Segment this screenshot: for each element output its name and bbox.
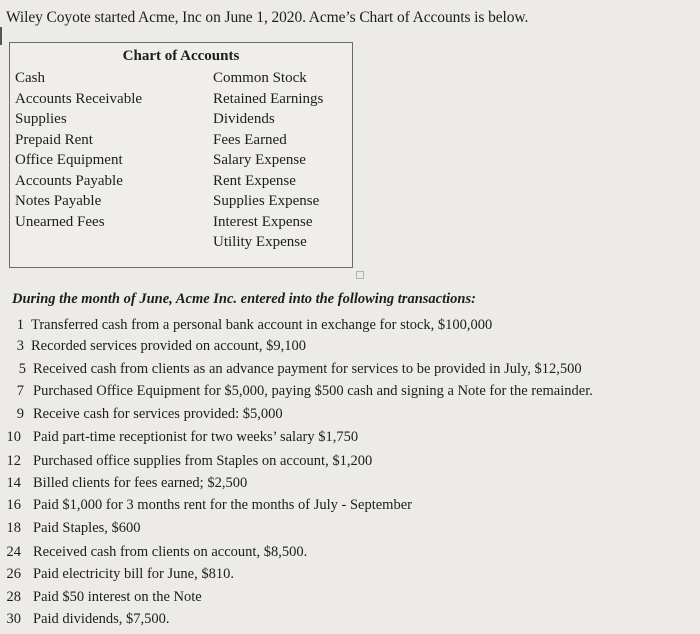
transaction-day: 16 [6, 497, 21, 513]
small-square-icon [356, 271, 364, 279]
transaction-text: Billed clients for fees earned; $2,500 [33, 475, 248, 491]
account-item: Office Equipment [15, 152, 123, 168]
transaction-text: Paid electricity bill for June, $810. [33, 566, 234, 582]
transaction-day: 26 [6, 566, 21, 582]
account-item: Rent Expense [213, 172, 296, 189]
transaction-text: Received cash from clients as an advance payment for services to be provided in July, $12,500 [33, 361, 582, 377]
transaction-day: 7 [16, 383, 24, 399]
transaction-day: 1 [16, 317, 24, 333]
transaction-text: Paid part-time receptionist for two weeks’ salary $1,750 [33, 429, 359, 445]
transaction-text: Paid dividends, $7,500. [33, 611, 170, 627]
account-item: Salary Expense [213, 152, 306, 168]
transaction-day: 14 [6, 475, 21, 491]
account-item: Fees Earned [213, 131, 287, 148]
transaction-day: 28 [6, 589, 21, 605]
chart-of-accounts-title: Chart of Accounts [122, 48, 240, 64]
account-item: Notes Payable [15, 193, 102, 209]
account-item: Utility Expense [213, 234, 307, 250]
transaction-text: Transferred cash from a personal bank account in exchange for stock, $100,000 [31, 317, 493, 333]
account-item: Retained Earnings [213, 90, 324, 107]
account-item: Accounts Payable [15, 172, 123, 189]
chart-of-accounts-box [9, 42, 353, 268]
transaction-day: 10 [6, 429, 21, 445]
accounts-right-column [213, 68, 323, 253]
transaction-text: Purchased Office Equipment for $5,000, paying $500 cash and signing a Note for the remainder. [33, 383, 593, 399]
transaction-text: Receive cash for services provided: $5,000 [33, 406, 283, 422]
transaction-day: 9 [16, 406, 24, 422]
account-item: Supplies Expense [213, 193, 320, 209]
accounts-left-column [15, 68, 142, 232]
transaction-day: 30 [6, 611, 21, 627]
account-item: Cash [15, 70, 45, 86]
transaction-text: Received cash from clients on account, $8,500. [33, 544, 308, 560]
page-edge-marker [0, 27, 2, 45]
account-item: Interest Expense [213, 213, 313, 230]
transaction-text: Paid Staples, $600 [33, 520, 141, 536]
account-item: Accounts Receivable [15, 90, 143, 107]
account-item: Prepaid Rent [15, 131, 93, 148]
transaction-text: Purchased office supplies from Staples on account, $1,200 [33, 453, 373, 469]
transaction-text: Paid $1,000 for 3 months rent for the months of July - September [33, 497, 412, 513]
transaction-day: 5 [18, 361, 26, 377]
transaction-day: 24 [6, 544, 21, 560]
transactions-header: During the month of June, Acme Inc. entered into the following transactions: [12, 291, 476, 307]
transaction-day: 18 [6, 520, 21, 536]
intro-text: Wiley Coyote started Acme, Inc on June 1, 2020. Acme’s Chart of Accounts is below. [6, 9, 529, 26]
transaction-day: 12 [6, 453, 21, 469]
transaction-text: Paid $50 interest on the Note [33, 589, 202, 605]
transaction-text: Recorded services provided on account, $9,100 [31, 338, 307, 354]
account-item: Dividends [213, 111, 275, 127]
transaction-day: 3 [16, 338, 24, 354]
account-item: Unearned Fees [15, 213, 105, 230]
account-item: Supplies [15, 111, 67, 127]
account-item: Common Stock [213, 70, 307, 86]
